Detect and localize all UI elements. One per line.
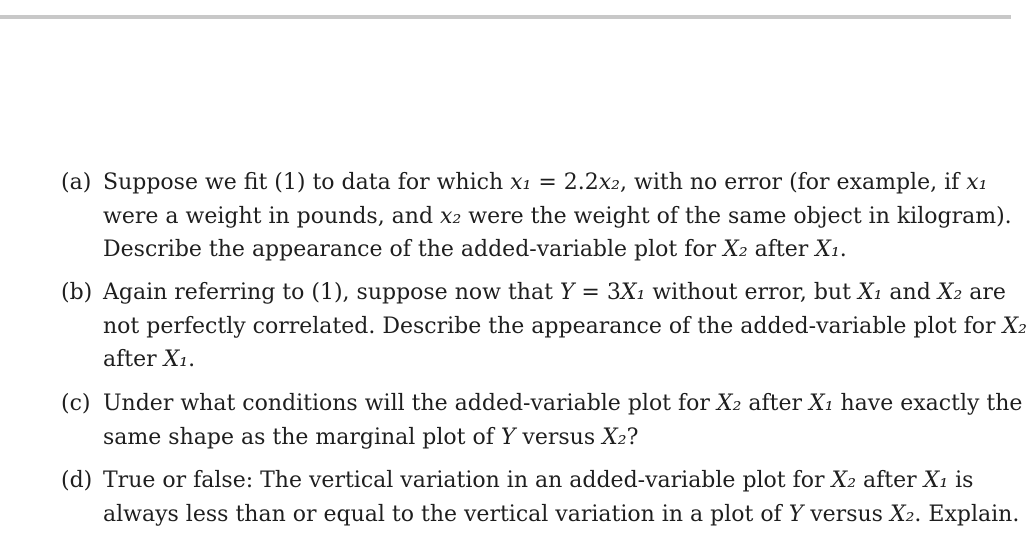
math-variable: x₂ (440, 204, 462, 229)
item-a-label: (a) (61, 170, 92, 195)
math-variable: X₂ (889, 502, 915, 527)
math-variable: Y (788, 502, 804, 527)
item-b-label: (b) (61, 280, 93, 305)
math-variable: X₁ (809, 391, 834, 416)
math-variable: X₂ (602, 425, 627, 450)
math-variable: X₁ (815, 237, 840, 262)
math-variable: X₂ (1002, 314, 1027, 339)
math-variable: X₁ (163, 347, 189, 372)
math-variable: X₂ (723, 237, 748, 262)
item-a-line-3: Describe the appearance of the added-variable plot for X₂ after X₁. (103, 237, 847, 262)
math-variable: X₁ (857, 280, 883, 305)
item-d-line-1: True or false: The vertical variation in an added-variable plot for X₂ after X₁ is (103, 468, 974, 493)
math-variable: Y (500, 425, 516, 450)
item-a-line-1: Suppose we fit (1) to data for which x₁ = 2.2x₂, with no error (for example, if x₁ (103, 170, 988, 195)
item-b-line-1: Again referring to (1), suppose now that Y = 3X₁ without error, but X₁ and X₂ are (103, 280, 1006, 305)
item-b-line-3: after X₁. (103, 347, 196, 372)
item-c-line-2: same shape as the marginal plot of Y versus X₂? (103, 425, 639, 450)
math-variable: X₂ (831, 468, 857, 493)
item-d-label: (d) (61, 468, 93, 493)
math-variable: X₂ (716, 391, 742, 416)
math-variable: x₂ (598, 170, 620, 195)
math-variable: X₂ (937, 280, 963, 305)
item-d-line-2: always less than or equal to the vertical variation in a plot of Y versus X₂. Explain. (103, 502, 1020, 527)
item-b-line-2: not perfectly correlated. Describe the appearance of the added-variable plot for X₂ (103, 314, 1027, 339)
math-variable: x₁ (966, 170, 988, 195)
math-variable: Y (559, 280, 575, 305)
item-a-line-2: were a weight in pounds, and x₂ were the weight of the same object in kilogram). (103, 204, 1012, 229)
math-variable: X₁ (620, 280, 646, 305)
math-variable: x₁ (510, 170, 532, 195)
math-variable: X₁ (923, 468, 949, 493)
item-c-label: (c) (61, 391, 91, 416)
item-c-line-1: Under what conditions will the added-variable plot for X₂ after X₁ have exactly the (103, 391, 1023, 416)
